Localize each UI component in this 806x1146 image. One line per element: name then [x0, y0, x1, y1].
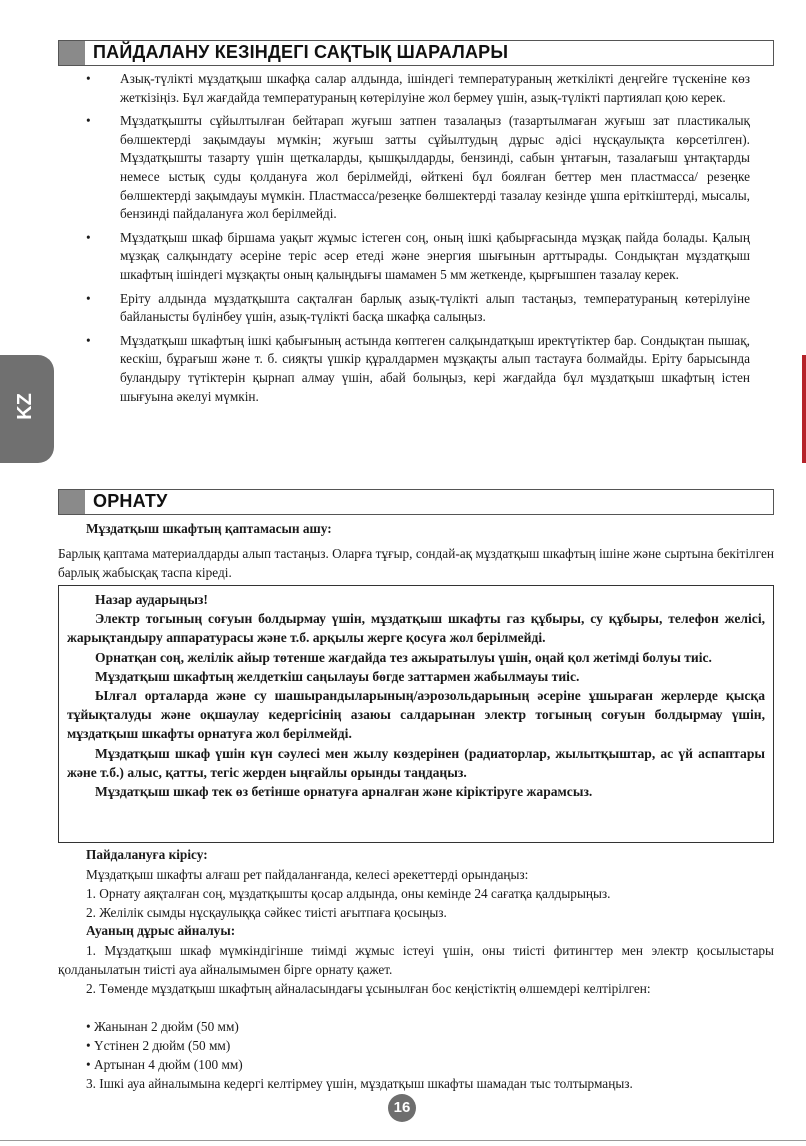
language-tab-label: KZ [13, 393, 36, 420]
warning-paragraph: Электр тогының соғуын болдырмау үшін, мұздатқыш шкафты газ құбыры, су құбыры, телефон желісі, жарықтандыру аппаратурасы және т.б. арқылы жерге қосуға жол берілмейді. [67, 611, 765, 646]
list-item: • Еріту алдында мұздатқышта сақталған барлық азық-түлікті алып тастаңыз, температураның көтерілуіне байланысты бүлінбеу үшін, азық-түлікті басқа шкафқа салыңыз. [86, 290, 750, 325]
bullet-icon: • [86, 332, 91, 348]
section-title: ПАЙДАЛАНУ КЕЗІНДЕГІ САҚТЫҚ ШАРАЛАРЫ [93, 42, 509, 62]
airflow-item: 1. Мұздатқыш шкаф мүмкіндігінше тиімді жұмыс істеуі үшін, оны тиісті фитингтер мен электр қосылыстары қолданылатын тиісті ауа айналымымен бірге орнату қажет. [58, 943, 774, 977]
bullet-icon: • [86, 229, 91, 245]
edge-marker [802, 355, 806, 463]
bullet-icon: • [86, 71, 91, 86]
page-number: 16 [388, 1094, 416, 1122]
list-item: • Мұздатқыш шкафтың ішкі қабығының астында көптеген салқындатқыш иректүтіктер бар. Сондықтан пышақ, кескіш, бұрағыш және т. б. сияқты үшкір құралдармен мұзқақты алып тастауға болмайды. Еріту барысында буландыру түтіктерін қырнап алмау үшін, абай болыңыз, кері жағдайда бұл мұздатқыш шкафтың істен шығуына әкелуі мүмкін. [86, 332, 750, 404]
commissioning-step: 1. Орнату аяқталған соң, мұздатқышты қосар алдында, оны кемінде 24 сағатқа қалдырыңыз. [86, 886, 611, 901]
list-item: • Азық-түлікті мұздатқыш шкафқа салар алдында, ішіндегі температураның жеткілікті деңгейге түскеніне көз жеткізіңіз. Бұл жағдайда температураның көтерілуіне жол бермеу үшін, азық-түлікті партиялап қою керек. [86, 71, 750, 105]
unpack-text: Барлық қаптама материалдарды алып тастаңыз. Оларға тұғыр, сондай-ақ мұздатқыш шкафтың ішіне және сыртына бекітілген барлық жабысқақ таспа кіреді. [58, 546, 774, 580]
header-tab-marker [59, 490, 85, 514]
warning-box [58, 585, 774, 843]
section-title: ОРНАТУ [93, 491, 168, 511]
bullet-icon: • [86, 113, 91, 129]
section-header-precautions [58, 40, 774, 66]
warning-paragraph: Мұздатқыш шкаф тек өз бетінше орнатуға арналған және кіріктіруге жарамсыз. [95, 784, 593, 800]
warning-paragraph: Орнатқан соң, желілік айыр төтенше жағдайда тез ажыратылуы үшін, оңай қол жетімді болуы тиіс. [95, 649, 712, 665]
clearance-item: • Жанынан 2 дюйм (50 мм) [86, 1019, 239, 1034]
commissioning-step: 2. Желілік сымды нұсқаулыққа сәйкес тиісті ағытпаға қосыңыз. [86, 905, 447, 920]
commissioning-heading: Пайдалануға кірісу: [86, 847, 208, 862]
commissioning-intro: Мұздатқыш шкафты алғаш рет пайдаланғанда, келесі әрекеттерді орындаңыз: [86, 867, 529, 882]
airflow-item: 2. Төменде мұздатқыш шкафтың айналасындағы ұсынылған бос кеңістіктің өлшемдері келтірілген: [86, 981, 651, 996]
precautions-list [0, 70, 750, 411]
airflow-item: 3. Ішкі ауа айналымына кедергі келтірмеу үшін, мұздатқыш шкафты шамадан тыс толтырмаңыз. [86, 1076, 633, 1091]
warning-paragraph: Мұздатқыш шкаф үшін күн сәулесі мен жылу көздерінен (радиаторлар, жылытқыштар, ас үй аспаптары және т.б.) алыс, қатты, тегіс жерден ыңғайлы орынды таңдаңыз. [67, 745, 765, 780]
clearance-item: • Үстінен 2 дюйм (50 мм) [86, 1038, 231, 1053]
clearance-item: • Артынан 4 дюйм (100 мм) [86, 1057, 243, 1072]
warning-heading: Назар аударыңыз! [95, 592, 208, 607]
list-item: • Мұздатқыш шкаф біршама уақыт жұмыс істеген соң, оның ішкі қабырғасында мұзқақ пайда болады. Қалың мұзқақ салқындату әсеріне теріс әсер етеді және энергия шығынын арттырады. Сондықтан мұздатқыш шкафтың ішіндегі мұзқақты оның қалыңдығы шамамен 5 мм жеткенде, қырғышпен тазалау керек. [86, 229, 750, 282]
list-item: • Мұздатқышты сұйылтылған бейтарап жуғыш затпен тазалаңыз (тазартылмаған жуғыш зат пластикалық бөлшектерді зақымдауы мүмкін; жуғыш затты сұйылтудың дұрыс әдісі нұсқаулықта көрсетілген). Мұздатқышты тазарту үшін щеткаларды, қышқылдарды, бензинді, сабын ұнтағын, тазалағыш ұнтақтарды немесе ыстық суды қолдануға жол берілмейді, өйткені бұл боялған беттер мен пластмасса/ резеңке бөлшектерді зақымдауы мүмкін. Пластмасса/резеңке бөлшектерді тазалау кезінде ұшпа еріткіштерді, мысалы, бензинді пайдалануға жол берілмейді. [86, 113, 750, 222]
bullet-icon: • [86, 290, 91, 306]
header-tab-marker [59, 41, 85, 65]
section-header-installation [58, 489, 774, 515]
unpack-heading: Мұздатқыш шкафтың қаптамасын ашу: [86, 521, 332, 536]
language-tab [0, 355, 54, 463]
divider [0, 1140, 806, 1141]
airflow-heading: Ауаның дұрыс айналуы: [86, 923, 236, 938]
warning-paragraph: Мұздатқыш шкафтың желдеткіш саңылауы бөгде заттармен жабылмауы тиіс. [95, 668, 580, 684]
warning-paragraph: Ылғал орталарда және су шашырандыларының/аэрозольдарының әсеріне ұшыраған жерлерде қысқа тұйықталуды және оқшаулау кедергісінің азаюы салдарынан электр тогының соғуын болдырмау үшін, мұздатқыш шкафты орнатуға жол берілмейді. [67, 688, 765, 742]
